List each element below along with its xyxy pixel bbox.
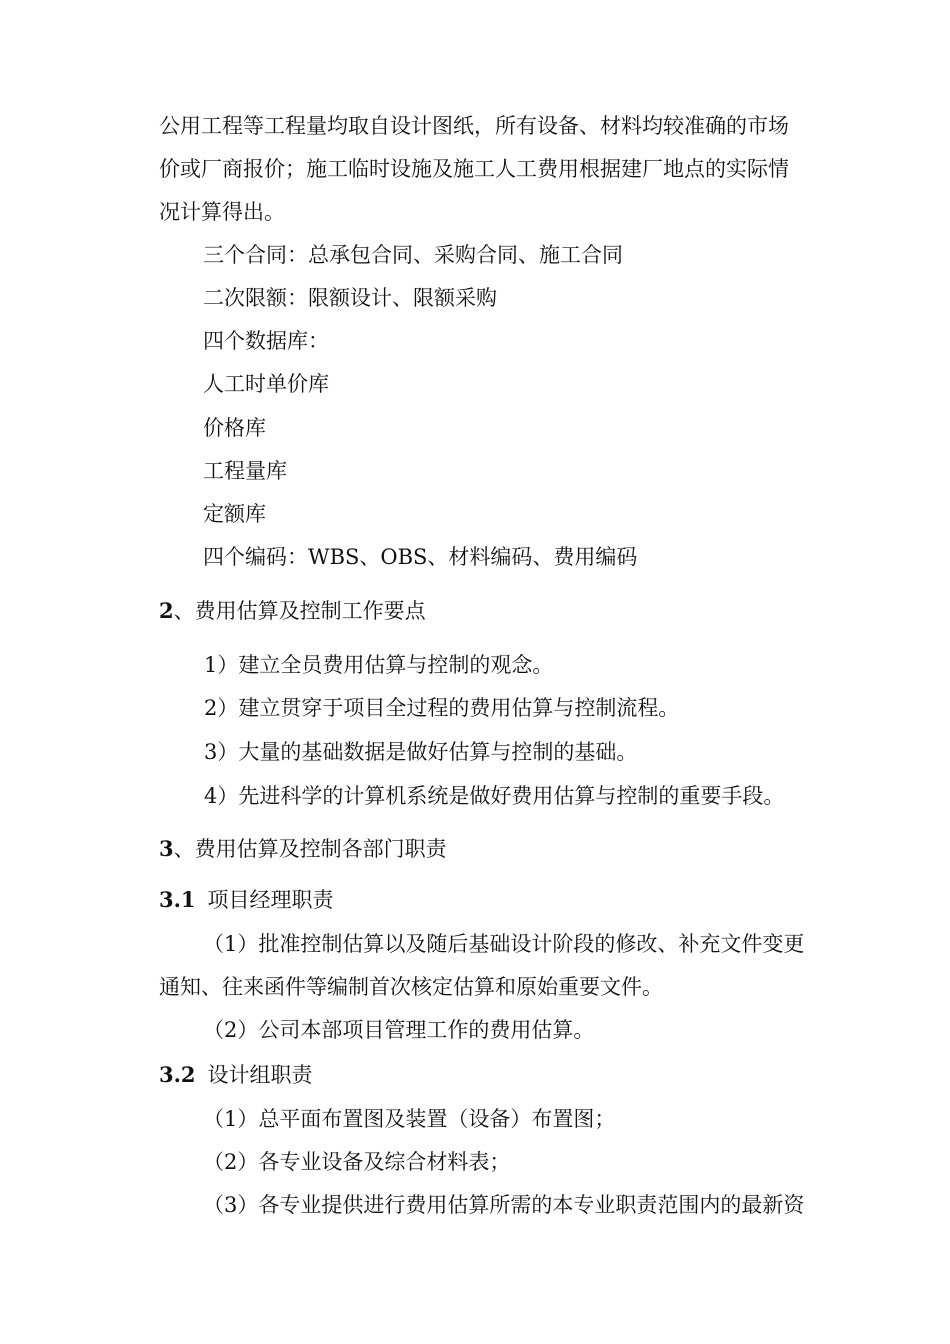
intro-line-2: 价或厂商报价；施工临时设施及施工人工费用根据建厂地点的实际情 — [159, 157, 789, 181]
intro-line-1: 公用工程等工程量均取自设计图纸，所有设备、材料均较准确的市场 — [159, 114, 789, 138]
section-2-item-4: 4）先进科学的计算机系统是做好费用估算与控制的重要手段。 — [204, 784, 785, 808]
section-2-title: 、费用估算及控制工作要点 — [173, 599, 426, 623]
section-3-2-item-3: （3）各专业提供进行费用估算所需的本专业职责范围内的最新资 — [203, 1193, 805, 1217]
section-3-1-title: 项目经理职责 — [207, 888, 334, 912]
section-3-2-title: 设计组职责 — [207, 1063, 313, 1087]
section-3-2-number: 3.2 — [159, 1062, 196, 1087]
db-labor-line: 人工时单价库 — [203, 372, 329, 396]
section-3-1-heading — [159, 886, 334, 914]
section-2-number: 2 — [159, 598, 174, 623]
section-2-item-2: 2）建立贯穿于项目全过程的费用估算与控制流程。 — [204, 696, 680, 720]
three-contracts-line: 三个合同：总承包合同、采购合同、施工合同 — [203, 243, 623, 267]
section-3-title: 、费用估算及控制各部门职责 — [173, 837, 447, 861]
section-2-item-3: 3）大量的基础数据是做好估算与控制的基础。 — [204, 740, 638, 764]
section-3-1-item-1-line-1: （1）批准控制估算以及随后基础设计阶段的修改、补充文件变更 — [203, 932, 805, 956]
section-2-heading — [159, 597, 426, 625]
db-quota-line: 定额库 — [203, 502, 266, 526]
section-3-1-item-2: （2）公司本部项目管理工作的费用估算。 — [203, 1018, 595, 1042]
two-limits-line: 二次限额：限额设计、限额采购 — [203, 286, 497, 310]
section-3-2-item-1: （1）总平面布置图及装置（设备）布置图； — [203, 1107, 616, 1131]
section-3-2-heading — [159, 1061, 313, 1089]
four-databases-line: 四个数据库： — [203, 329, 329, 353]
section-3-2-item-2: （2）各专业设备及综合材料表； — [203, 1150, 511, 1174]
section-3-number: 3 — [159, 836, 174, 861]
db-price-line: 价格库 — [203, 416, 266, 440]
intro-line-3: 况计算得出。 — [159, 200, 285, 224]
section-3-1-item-1-line-2: 通知、往来函件等编制首次核定估算和原始重要文件。 — [159, 975, 663, 999]
section-3-heading — [159, 835, 447, 863]
four-codes-line: 四个编码：WBS、OBS、材料编码、费用编码 — [203, 545, 638, 569]
section-3-1-number: 3.1 — [159, 887, 196, 912]
db-quantity-line: 工程量库 — [203, 459, 287, 483]
section-2-item-1: 1）建立全员费用估算与控制的观念。 — [204, 653, 554, 677]
